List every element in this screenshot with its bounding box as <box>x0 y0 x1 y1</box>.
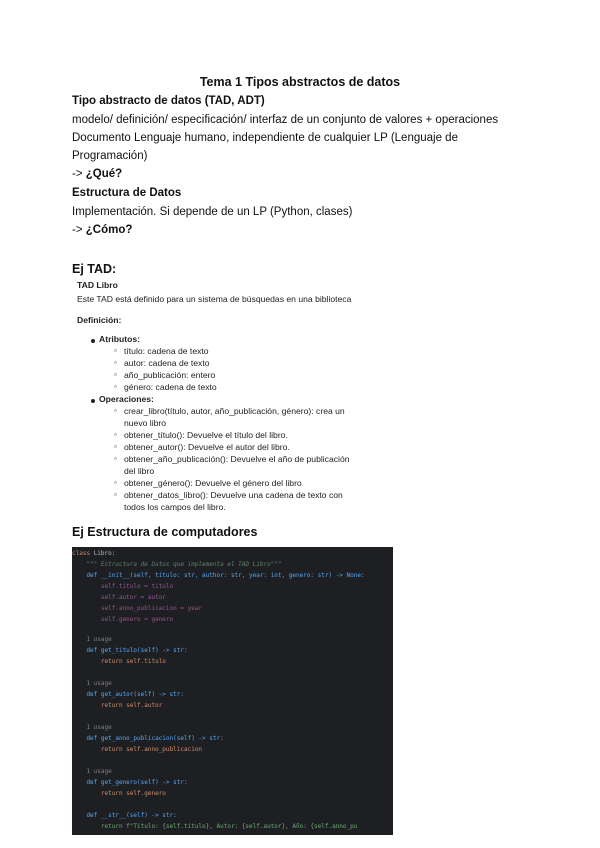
heading-estructura: Estructura de Datos <box>72 187 182 199</box>
operacion-item: crear_libro(título, autor, año_publicación, género): crea un <box>124 406 345 416</box>
heading-tad: Tipo abstracto de datos (TAD, ADT) <box>72 95 265 107</box>
code-line: def __str__(self) -> str: <box>72 812 177 819</box>
square-bullet-icon: ▫ <box>114 406 117 415</box>
code-line: class Libro: <box>72 550 116 557</box>
atributo-item: autor: cadena de texto <box>124 358 210 368</box>
code-line: return self.anno_publicacion <box>72 746 203 753</box>
code-line: def __init__(self, titulo: str, author: str, year: int, genero: str) -> None: <box>72 572 365 579</box>
usage-hint: 1 usage <box>72 768 112 775</box>
code-line: return self.genero <box>72 790 166 797</box>
code-line: return f"Titulo: {self.titulo}, Autor: {self.autor}, Año: {self.anno_pu <box>72 823 358 830</box>
operacion-item: obtener_título(): Devuelve el título del libro. <box>124 430 288 440</box>
definicion-label: Definición: <box>77 315 122 325</box>
square-bullet-icon: ▫ <box>114 430 117 439</box>
document-title: Tema 1 Tipos abstractos de datos <box>199 75 401 89</box>
text-line: Implementación. Si depende de un LP (Python, clases) <box>72 206 353 218</box>
square-bullet-icon: ▫ <box>114 358 117 367</box>
code-line: return self.autor <box>72 702 163 709</box>
code-line: self.titulo = titulo <box>72 583 174 590</box>
square-bullet-icon: ▫ <box>114 442 117 451</box>
operacion-item: obtener_datos_libro(): Devuelve una cadena de texto con <box>124 490 343 500</box>
atributos-label: Atributos: <box>99 334 141 344</box>
text-line: Documento Lenguaje humano, independiente de cualquier LP (Lenguaje de <box>72 132 458 144</box>
atributo-item: género: cadena de texto <box>124 382 217 392</box>
text-line: Programación) <box>72 150 148 162</box>
operacion-item-cont: todos los campos del libro. <box>124 502 226 512</box>
square-bullet-icon: ▫ <box>114 346 117 355</box>
square-bullet-icon: ▫ <box>114 454 117 463</box>
tad-title: TAD Libro <box>77 280 118 290</box>
operacion-item-cont: del libro <box>124 466 155 476</box>
atributo-item: título: cadena de texto <box>124 346 209 356</box>
que-line <box>72 168 122 180</box>
usage-hint: 1 usage <box>72 680 112 687</box>
code-line: return self.titulo <box>72 658 166 665</box>
tad-description: Este TAD está definido para un sistema de búsquedas en una biblioteca <box>77 294 352 304</box>
square-bullet-icon: ▫ <box>114 490 117 499</box>
heading-ej-tad: Ej TAD: <box>72 262 117 276</box>
operacion-item: obtener_género(): Devuelve el género del libro <box>124 478 302 488</box>
operacion-item-cont: nuevo libro <box>124 418 167 428</box>
como-line <box>72 224 132 236</box>
code-line: self.autor = autor <box>72 594 166 601</box>
arrow-text: -> <box>72 168 83 180</box>
operacion-item: obtener_autor(): Devuelve el autor del libro. <box>124 442 290 452</box>
code-line: def get_titulo(self) -> str: <box>72 647 188 654</box>
operacion-item: obtener_año_publicación(): Devuelve el año de publicación <box>124 454 350 464</box>
code-line: def get_autor(self) -> str: <box>72 691 184 698</box>
code-line: def get_anno_publicacion(self) -> str: <box>72 735 224 742</box>
atributo-item: año_publicación: entero <box>124 370 216 380</box>
code-line: self.anno_publicacion = year <box>72 605 203 612</box>
text-line: modelo/ definición/ especificación/ interfaz de un conjunto de valores + operaciones <box>72 114 499 126</box>
code-screenshot <box>72 547 393 835</box>
usage-hint: 1 usage <box>72 724 112 731</box>
square-bullet-icon: ▫ <box>114 370 117 379</box>
que-text: ¿Qué? <box>85 168 123 180</box>
bullet-icon <box>91 339 95 343</box>
como-text: ¿Cómo? <box>85 224 133 236</box>
code-line: self.genero = genero <box>72 616 174 623</box>
code-line: """ Estructura de Datos que implementa el TAD Libro""" <box>72 561 282 568</box>
square-bullet-icon: ▫ <box>114 382 117 391</box>
code-line: def get_genero(self) -> str: <box>72 779 188 786</box>
operaciones-label: Operaciones: <box>99 394 154 404</box>
usage-hint: 1 usage <box>72 636 112 643</box>
arrow-text: -> <box>72 224 83 236</box>
square-bullet-icon: ▫ <box>114 478 117 487</box>
bullet-icon <box>91 399 95 403</box>
heading-ej-estructura: Ej Estructura de computadores <box>72 525 258 539</box>
